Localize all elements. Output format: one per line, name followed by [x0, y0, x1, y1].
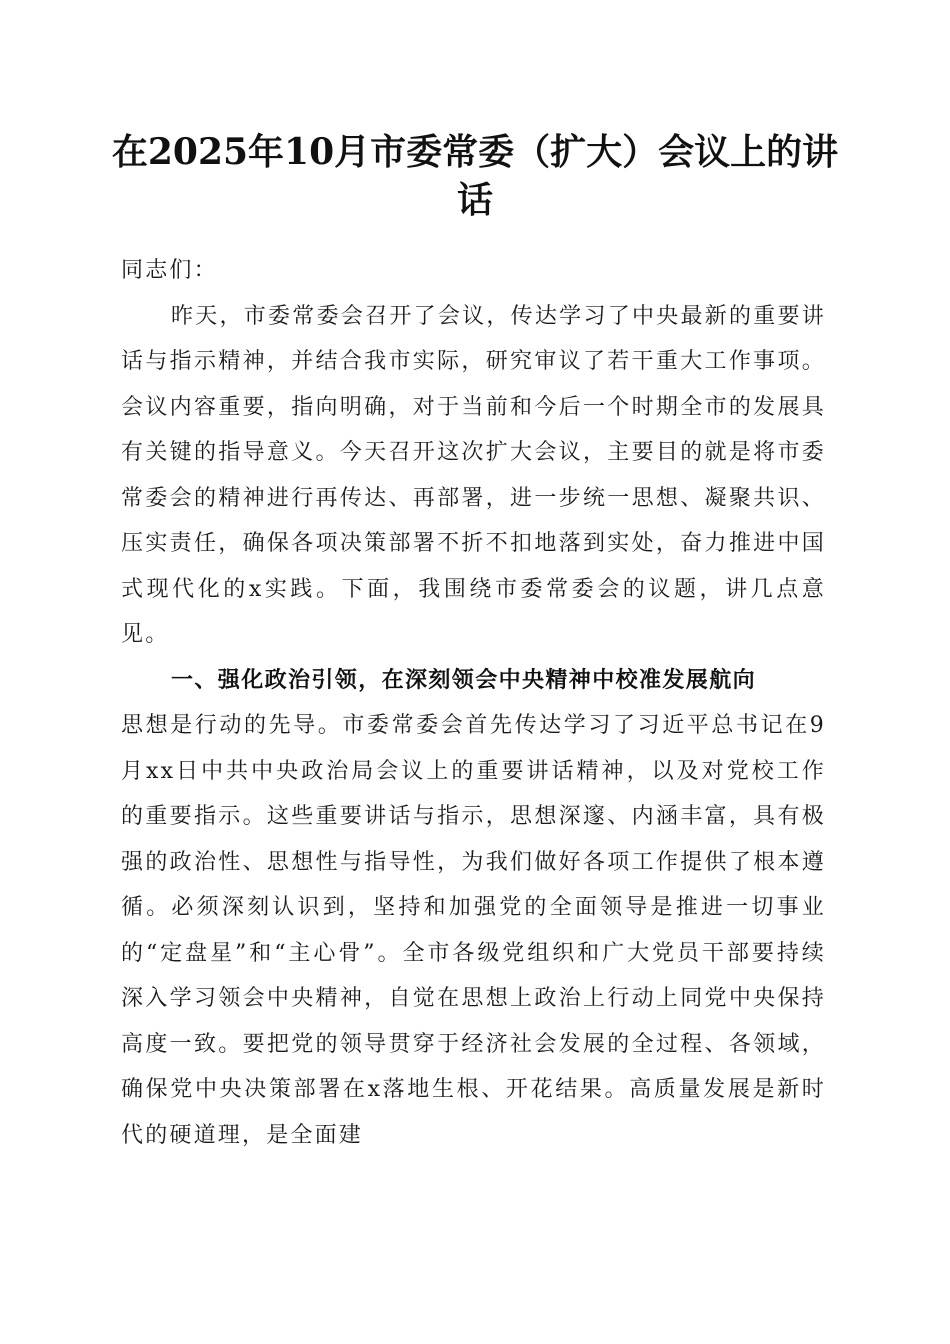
- document-title: 在2025年10月市委常委（扩大）会议上的讲话: [111, 131, 839, 221]
- section-paragraph: 思想是行动的先导。市委常委会首先传达学习了习近平总书记在9月xx日中共中央政治局会议上的重要讲话精神，以及对党校工作的重要指示。这些重要讲话与指示，思想深邃、内涵丰富，具有极强的政治性、思想性与指导性，为我们做好各项工作提供了根本遵循。必须深刻认识到，坚持和加强党的全面领导是推进一切事业的“定盘星”和“主心骨”。全市各级党组织和广大党员干部要持续深入学习领会中央精神，自觉在思想上政治上行动上同党中央保持高度一致。要把党的领导贯穿于经济社会发展的全过程、各领域，确保党中央决策部署在x落地生根、开花结果。高质量发展是新时代的硬道理，是全面建: [121, 713, 826, 1148]
- section-heading: 一、强化政治引领，在深刻领会中央精神中校准发展航向: [171, 667, 757, 693]
- document-body: [121, 248, 826, 1158]
- salutation: 同志们：: [121, 258, 218, 283]
- body-paragraph: 昨天，市委常委会召开了会议，传达学习了中央最新的重要讲话与指示精神，并结合我市实际，研究审议了若干重大工作事项。会议内容重要，指向明确，对于当前和今后一个时期全市的发展具有关键的指导意义。今天召开这次扩大会议，主要目的就是将市委常委会的精神进行再传达、再部署，进一步统一思想、凝聚共识、压实责任，确保各项决策部署不折不扣地落到实处，奋力推进中国式现代化的x实践。下面，我围绕市委常委会的议题，讲几点意见。: [121, 303, 826, 647]
